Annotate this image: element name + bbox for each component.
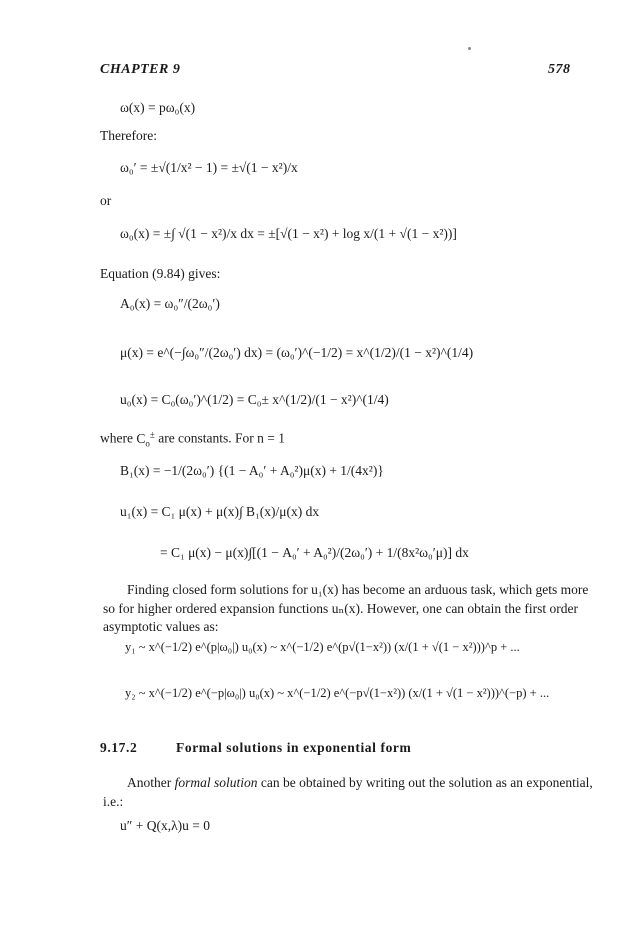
equation-u0: u₀(x) = C₀(ω₀′)^(1/2) = C₀± x^(1/2)/(1 − x²)^(1/4) <box>120 392 389 407</box>
where-constants-text <box>100 429 285 448</box>
paragraph-closed-form <box>103 581 593 637</box>
or-text: or <box>100 193 112 208</box>
page-number: 578 <box>548 62 571 77</box>
equation-ode: u″ + Q(x,λ)u = 0 <box>120 818 211 833</box>
equation-y2: y₂ ~ x^(−1/2) e^(−p|ω₀|) u₀(x) ~ x^(−1/2) e^(−p√(1−x²)) (x/(1 + √(1 − x²)))^(−p) + ... <box>125 686 550 700</box>
equation-b1: B₁(x) = −1/(2ω₀′) {(1 − A₀′ + A₀²)μ(x) + 1/(4x²)} <box>120 463 384 478</box>
paragraph-formal-solution <box>103 774 593 811</box>
equation-omega-prime: ω₀′ = ±√(1/x² − 1) = ±√(1 − x²)/x <box>120 160 298 175</box>
scan-speck <box>468 47 471 50</box>
paragraph-closed-form-text: Finding closed form solutions for u₁(x) has become an arduous task, which gets more so for higher ordered expansion functions uₙ(x). However, one can obtain the first order asymptotic values as: <box>103 582 589 634</box>
equation-omega: ω(x) = pω₀(x) <box>120 100 196 115</box>
constants-label: are constants. For n = 1 <box>158 430 286 446</box>
where-label: where <box>100 430 133 446</box>
equation-mu: μ(x) = e^(−∫ω₀″/(2ω₀′) dx) = (ω₀′)^(−1/2) = x^(1/2)/(1 − x²)^(1/4) <box>120 345 474 360</box>
paragraph-text-start: Another <box>127 775 172 790</box>
equation-a0: A₀(x) = ω₀″/(2ω₀′) <box>120 296 220 311</box>
equation-u1-expanded: = C₁ μ(x) − μ(x)∫[(1 − A₀′ + A₀²)/(2ω₀′) + 1/(8x²ω₀′μ)] dx <box>160 545 469 560</box>
equation-omega-integral: ω₀(x) = ±∫ √(1 − x²)/x dx = ±[√(1 − x²) + log x/(1 + √(1 − x²))] <box>120 226 457 241</box>
section-number: 9.17.2 <box>100 740 138 755</box>
constant-c0: $C_o^\pm$ <box>136 429 155 449</box>
formal-solution-term: formal solution <box>174 775 258 790</box>
equation-u1: u₁(x) = C₁ μ(x) + μ(x)∫ B₁(x)/μ(x) dx <box>120 504 320 519</box>
chapter-heading: CHAPTER 9 <box>100 62 181 77</box>
equation-y1: y₁ ~ x^(−1/2) e^(p|ω₀|) u₀(x) ~ x^(−1/2) e^(p√(1−x²)) (x/(1 + √(1 − x²)))^p + ... <box>125 640 520 654</box>
therefore-text: Therefore: <box>100 128 157 143</box>
equation-reference-text: Equation (9.84) gives: <box>100 266 221 281</box>
paragraph-text-end: can be obtained by writing out the solution as an exponential, i.e.: <box>103 775 593 809</box>
section-title: Formal solutions in exponential form <box>176 740 412 755</box>
